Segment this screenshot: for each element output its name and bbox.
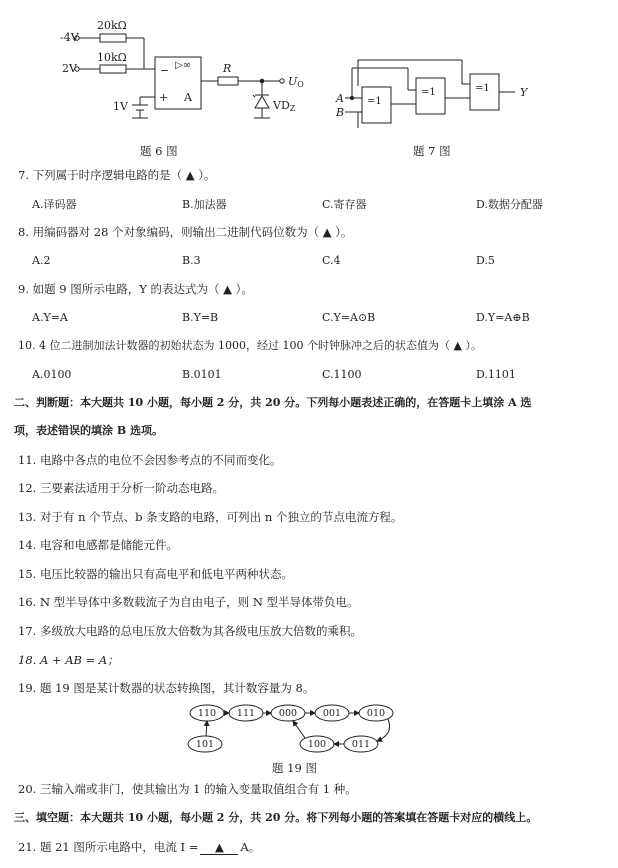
figure-19-state-diagram (0, 700, 618, 780)
question-20: 20. 三输入端或非门，使其输出为 1 的输入变量取值组合有 1 种。 (18, 782, 357, 796)
q21-answer-blank (200, 840, 238, 855)
question-7-stem: 7. 下列属于时序逻辑电路的是（ ▲ ）。 (18, 168, 216, 182)
question-15: 15. 电压比较器的输出只有高电平和低电平两种状态。 (18, 567, 293, 581)
question-18: 18. A + AB = A； (18, 653, 119, 667)
q10-option-a: A.0100 (32, 368, 72, 381)
opamp-minus: − (160, 64, 170, 77)
label-uo: UO (288, 75, 304, 89)
label-a: A (336, 92, 344, 105)
figure-7-caption: 题 7 图 (413, 144, 451, 158)
q7-option-c: C.寄存器 (322, 198, 367, 211)
q21-blank-marker: ▲ (214, 840, 224, 854)
label-vref: 1V (113, 100, 128, 113)
q10-option-b: B.0101 (182, 368, 222, 381)
question-12: 12. 三要素法适用于分析一阶动态电路。 (18, 481, 224, 495)
gate-3-label: =1 (475, 83, 490, 94)
state-111-label: 111 (236, 708, 256, 719)
section-2-heading-line2: 项，表述错误的填涂 B 选项。 (14, 424, 163, 437)
state-010-label: 010 (366, 708, 386, 719)
q9-option-a: A.Y=A (32, 311, 68, 324)
q8-option-c: C.4 (322, 254, 341, 267)
question-14: 14. 电容和电感都是储能元件。 (18, 538, 178, 552)
state-001-label: 001 (322, 708, 342, 719)
question-8-stem: 8. 用编码器对 28 个对象编码，则输出二进制代码位数为（ ▲ ）。 (18, 225, 353, 239)
question-17: 17. 多级放大电路的总电压放大倍数为其各级电压放大倍数的乘积。 (18, 624, 362, 638)
label-vdz: VDZ (273, 99, 296, 113)
q21-suffix: A。 (240, 840, 261, 854)
figure-19-caption: 题 19 图 (272, 761, 317, 775)
q21-prefix: 21. 题 21 图所示电路中，电流 I = (18, 840, 199, 854)
q9-option-c: C.Y=A⊙B (322, 311, 376, 324)
label-r1: 20kΩ (97, 19, 127, 32)
state-000-label: 000 (278, 708, 298, 719)
q7-option-a: A.译码器 (32, 198, 77, 211)
label-v2: 2V (62, 62, 77, 75)
section-2-heading-line1: 二、判断题：本大题共 10 小题，每小题 2 分，共 20 分。下列每小题表述正确的，在答题卡上填涂 A 选 (14, 396, 532, 409)
q8-option-d: D.5 (476, 254, 495, 267)
label-v1: -4V (60, 31, 79, 44)
label-r: R (223, 62, 232, 75)
q8-option-b: B.3 (182, 254, 201, 267)
state-110-label: 110 (197, 708, 217, 719)
state-100-label: 100 (307, 739, 327, 750)
q9-option-d: D.Y=A⊕B (476, 311, 530, 324)
opamp-plus: + (159, 91, 169, 104)
label-r2: 10kΩ (97, 51, 127, 64)
question-16: 16. N 型半导体中多数载流子为自由电子，则 N 型半导体带负电。 (18, 595, 359, 609)
question-21 (18, 840, 260, 855)
label-y: Y (520, 86, 528, 99)
gate-1-label: =1 (367, 96, 382, 107)
gate-2-label: =1 (421, 87, 436, 98)
figure-7-xor-circuit (0, 0, 618, 160)
state-011-label: 011 (351, 739, 371, 750)
opamp-label: A (184, 91, 192, 104)
q7-option-d: D.数据分配器 (476, 198, 543, 211)
question-9-stem: 9. 如题 9 图所示电路，Y 的表达式为（ ▲ ）。 (18, 282, 253, 296)
question-13: 13. 对于有 n 个节点、b 条支路的电路，可列出 n 个独立的节点电流方程。 (18, 510, 403, 524)
q7-option-b: B.加法器 (182, 198, 227, 211)
figure-6-caption: 题 6 图 (140, 144, 178, 158)
q10-option-d: D.1101 (476, 368, 516, 381)
question-11: 11. 电路中各点的电位不会因参考点的不同而变化。 (18, 453, 282, 467)
q8-option-a: A.2 (32, 254, 51, 267)
section-3-heading: 三、填空题：本大题共 10 小题，每小题 2 分，共 20 分。将下列每小题的答案填在答题卡对应的横线上。 (14, 811, 538, 824)
question-10-stem: 10. 4 位二进制加法计数器的初始状态为 1000，经过 100 个时钟脉冲之后的状态值为（ ▲ ）。 (18, 339, 482, 352)
opamp-symbol: ▷∞ (175, 60, 192, 71)
q10-option-c: C.1100 (322, 368, 362, 381)
state-101-label: 101 (195, 739, 215, 750)
label-b: B (336, 106, 345, 119)
q9-option-b: B.Y=B (182, 311, 219, 324)
question-19: 19. 题 19 图是某计数器的状态转换图，其计数容量为 8。 (18, 681, 315, 695)
